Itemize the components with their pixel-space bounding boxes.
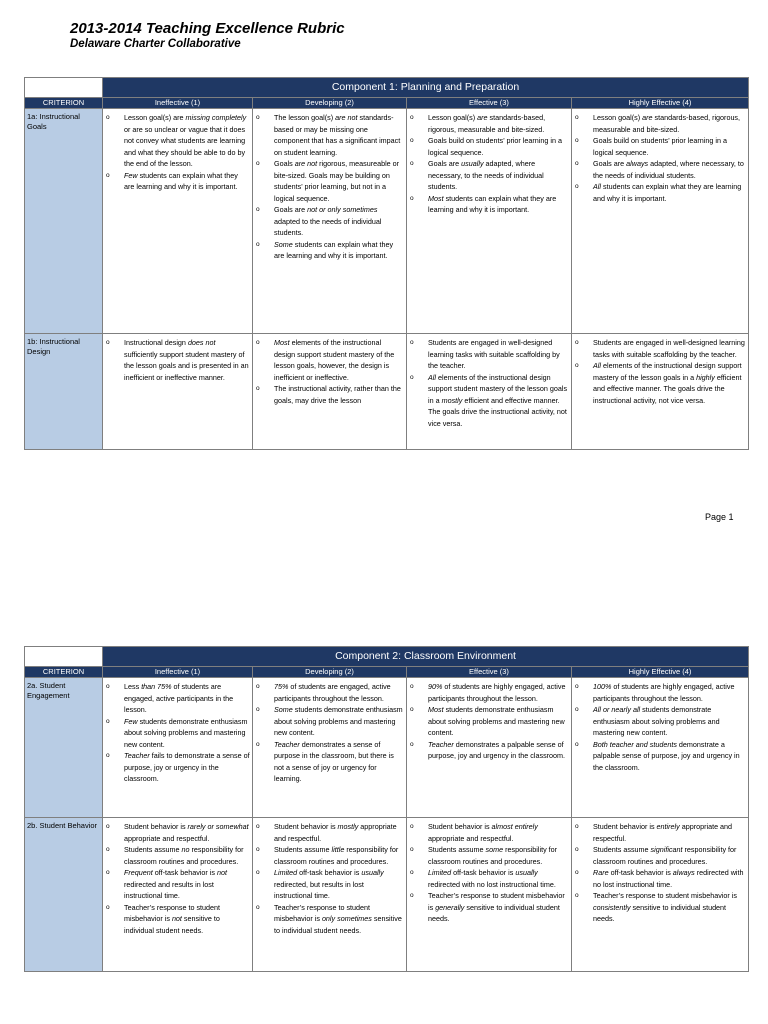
column-header-highly-effective: Highly Effective (4) (572, 98, 749, 109)
criterion-label: 1b: Instructional Design (25, 334, 103, 450)
descriptor-item: o Student behavior is almost entirely appropriate and respectful. (407, 821, 569, 844)
criterion-label: 1a: Instructional Goals (25, 109, 103, 334)
rubric-cell-effective (407, 678, 572, 818)
rubric-cell-ineffective (103, 334, 253, 450)
rubric-table-component-2 (24, 646, 749, 972)
criterion-label: 2a. Student Engagement (25, 678, 103, 818)
descriptor-item: o Teacher fails to demonstrate a sense of purpose, joy or urgency in the classroom. (103, 750, 250, 785)
descriptor-item: o Lesson goal(s) are standards-based, rigorous, measurable and bite-sized. (572, 112, 746, 135)
rubric-cell-developing (253, 109, 407, 334)
descriptor-list (407, 337, 569, 429)
descriptor-item: o Both teacher and students demonstrate a palpable sense of purpose, joy and urgency in the classroom. (572, 739, 746, 774)
criterion-label: 2b. Student Behavior (25, 818, 103, 972)
descriptor-item: o Students are engaged in well-designed learning tasks with suitable scaffolding by the teacher. (407, 337, 569, 372)
descriptor-item: o Frequent off-task behavior is not redirected and results in lost instructional time. (103, 867, 250, 902)
descriptor-item: o Some students demonstrate enthusiasm about solving problems and mastering new content. (253, 704, 404, 739)
column-header-criterion: CRITERION (25, 98, 103, 109)
descriptor-item: o Lesson goal(s) are missing completely or are so unclear or vague that it does not convey what students are learning and what they should be able to do by the end of the lesson. (103, 112, 250, 170)
rubric-cell-effective (407, 109, 572, 334)
descriptor-item: o The instructional activity, rather than the goals, may drive the lesson (253, 383, 404, 406)
descriptor-item: o 90% of students are highly engaged, active participants throughout the lesson. (407, 681, 569, 704)
descriptor-item: o Few students can explain what they are learning and why it is important. (103, 170, 250, 193)
descriptor-item: o All elements of the instructional design support mastery of the lesson goals in a highly efficient and effective manner. The goals drive the instructional activity, not vice versa. (572, 360, 746, 406)
rubric-row (25, 109, 749, 334)
descriptor-list (253, 821, 404, 936)
rubric-cell-highly-effective (572, 334, 749, 450)
rubric-cell-highly-effective (572, 818, 749, 972)
rubric-cell-ineffective (103, 818, 253, 972)
descriptor-list (103, 681, 250, 785)
descriptor-list (572, 821, 746, 925)
descriptor-item: o Student behavior is entirely appropriate and respectful. (572, 821, 746, 844)
rubric-cell-effective (407, 334, 572, 450)
descriptor-item: o Lesson goal(s) are standards-based, rigorous, measurable and bite-sized. (407, 112, 569, 135)
descriptor-item: o 100% of students are highly engaged, active participants throughout the lesson. (572, 681, 746, 704)
descriptor-list (253, 112, 404, 262)
rubric-cell-developing (253, 818, 407, 972)
column-header-highly-effective: Highly Effective (4) (572, 667, 749, 678)
descriptor-item: o Limited off-task behavior is usually redirected with no lost instructional time. (407, 867, 569, 890)
document-title: 2013-2014 Teaching Excellence Rubric (70, 20, 345, 37)
descriptor-item: o Goals build on students’ prior learning in a logical sequence. (572, 135, 746, 158)
column-header-ineffective: Ineffective (1) (103, 98, 253, 109)
descriptor-list (103, 112, 250, 193)
descriptor-item: o Rare off-task behavior is always redirected with no lost instructional time. (572, 867, 746, 890)
rubric-table-component-1 (24, 77, 749, 450)
descriptor-item: o Most elements of the instructional design support student mastery of the lesson goals, however, the design is inefficient or ineffective. (253, 337, 404, 383)
descriptor-item: o Goals are not rigorous, measureable or bite-sized. Goals may be building on students’ prior learning, but not in a logical sequence. (253, 158, 404, 204)
descriptor-item: o Goals build on students’ prior learning in a logical sequence. (407, 135, 569, 158)
descriptor-item: o Teacher’s response to student misbehavior is generally sensitive to individual student needs. (407, 890, 569, 925)
descriptor-item: o Student behavior is mostly appropriate and respectful. (253, 821, 404, 844)
descriptor-item: o Most students demonstrate enthusiasm about solving problems and mastering new content. (407, 704, 569, 739)
descriptor-item: o Less than 75% of students are engaged, active participants in the lesson. (103, 681, 250, 716)
descriptor-list (253, 681, 404, 785)
descriptor-list (407, 112, 569, 216)
component-header-spacer (25, 647, 103, 667)
component-header-spacer (25, 78, 103, 98)
descriptor-item: o Teacher demonstrates a palpable sense of purpose, joy and urgency in the classroom. (407, 739, 569, 762)
component-title: Component 2: Classroom Environment (103, 647, 749, 667)
rubric-cell-ineffective (103, 109, 253, 334)
descriptor-list (407, 681, 569, 762)
descriptor-item: o Students assume little responsibility for classroom routines and procedures. (253, 844, 404, 867)
descriptor-item: o All elements of the instructional design support student mastery of the lesson goals in a mostly efficient and effective manner. The goals drive the instructional activity, not vice versa. (407, 372, 569, 430)
descriptor-item: o Students are engaged in well-designed learning tasks with suitable scaffolding by the teacher. (572, 337, 746, 360)
descriptor-item: o Teacher’s response to student misbehavior is only sometimes sensitive to individual student needs. (253, 902, 404, 937)
rubric-cell-developing (253, 678, 407, 818)
descriptor-item: o All students can explain what they are learning and why it is important. (572, 181, 746, 204)
descriptor-list (572, 681, 746, 773)
descriptor-list (253, 337, 404, 406)
rubric-row (25, 678, 749, 818)
descriptor-item: o Goals are usually adapted, where necessary, to the needs of individual students. (407, 158, 569, 193)
descriptor-list (572, 337, 746, 406)
page-number: Page 1 (705, 512, 734, 522)
descriptor-item: o Teacher demonstrates a sense of purpose in the classroom, but there is not a sense of joy or urgency for learning. (253, 739, 404, 785)
rubric-cell-highly-effective (572, 109, 749, 334)
rubric-cell-developing (253, 334, 407, 450)
column-header-effective: Effective (3) (407, 667, 572, 678)
rubric-row (25, 818, 749, 972)
descriptor-item: o Students assume some responsibility for classroom routines and procedures. (407, 844, 569, 867)
component-title: Component 1: Planning and Preparation (103, 78, 749, 98)
descriptor-item: o Goals are not or only sometimes adapted to the needs of individual students. (253, 204, 404, 239)
column-header-developing: Developing (2) (253, 667, 407, 678)
descriptor-list (572, 112, 746, 204)
descriptor-list (407, 821, 569, 925)
rubric-cell-highly-effective (572, 678, 749, 818)
descriptor-item: o All or nearly all students demonstrate enthusiasm about solving problems and mastering new content. (572, 704, 746, 739)
descriptor-item: o Student behavior is rarely or somewhat appropriate and respectful. (103, 821, 250, 844)
document-subtitle: Delaware Charter Collaborative (70, 38, 241, 50)
descriptor-item: o Some students can explain what they are learning and why it is important. (253, 239, 404, 262)
descriptor-item: o Few students demonstrate enthusiasm about solving problems and mastering new content. (103, 716, 250, 751)
column-header-developing: Developing (2) (253, 98, 407, 109)
descriptor-item: o Students assume significant responsibility for classroom routines and procedures. (572, 844, 746, 867)
column-header-effective: Effective (3) (407, 98, 572, 109)
descriptor-item: o Teacher’s response to student misbehavior is not sensitive to individual student needs. (103, 902, 250, 937)
descriptor-item: o Most students can explain what they are learning and why it is important. (407, 193, 569, 216)
descriptor-list (103, 337, 250, 383)
descriptor-item: o Students assume no responsibility for classroom routines and procedures. (103, 844, 250, 867)
rubric-cell-ineffective (103, 678, 253, 818)
descriptor-list (103, 821, 250, 936)
descriptor-item: o Goals are always adapted, where necessary, to the needs of individual students. (572, 158, 746, 181)
descriptor-item: o Limited off-task behavior is usually redirected, but results in lost instructional time. (253, 867, 404, 902)
rubric-row (25, 334, 749, 450)
column-header-criterion: CRITERION (25, 667, 103, 678)
rubric-cell-effective (407, 818, 572, 972)
descriptor-item: o 75% of students are engaged, active participants throughout the lesson. (253, 681, 404, 704)
descriptor-item: o Instructional design does not sufficiently support student mastery of the lesson goals and is presented in an inefficient or ineffective manner. (103, 337, 250, 383)
column-header-ineffective: Ineffective (1) (103, 667, 253, 678)
descriptor-item: o Teacher’s response to student misbehavior is consistently sensitive to individual student needs. (572, 890, 746, 925)
descriptor-item: o The lesson goal(s) are not standards-based or may be missing one component that has a significant impact on student learning. (253, 112, 404, 158)
